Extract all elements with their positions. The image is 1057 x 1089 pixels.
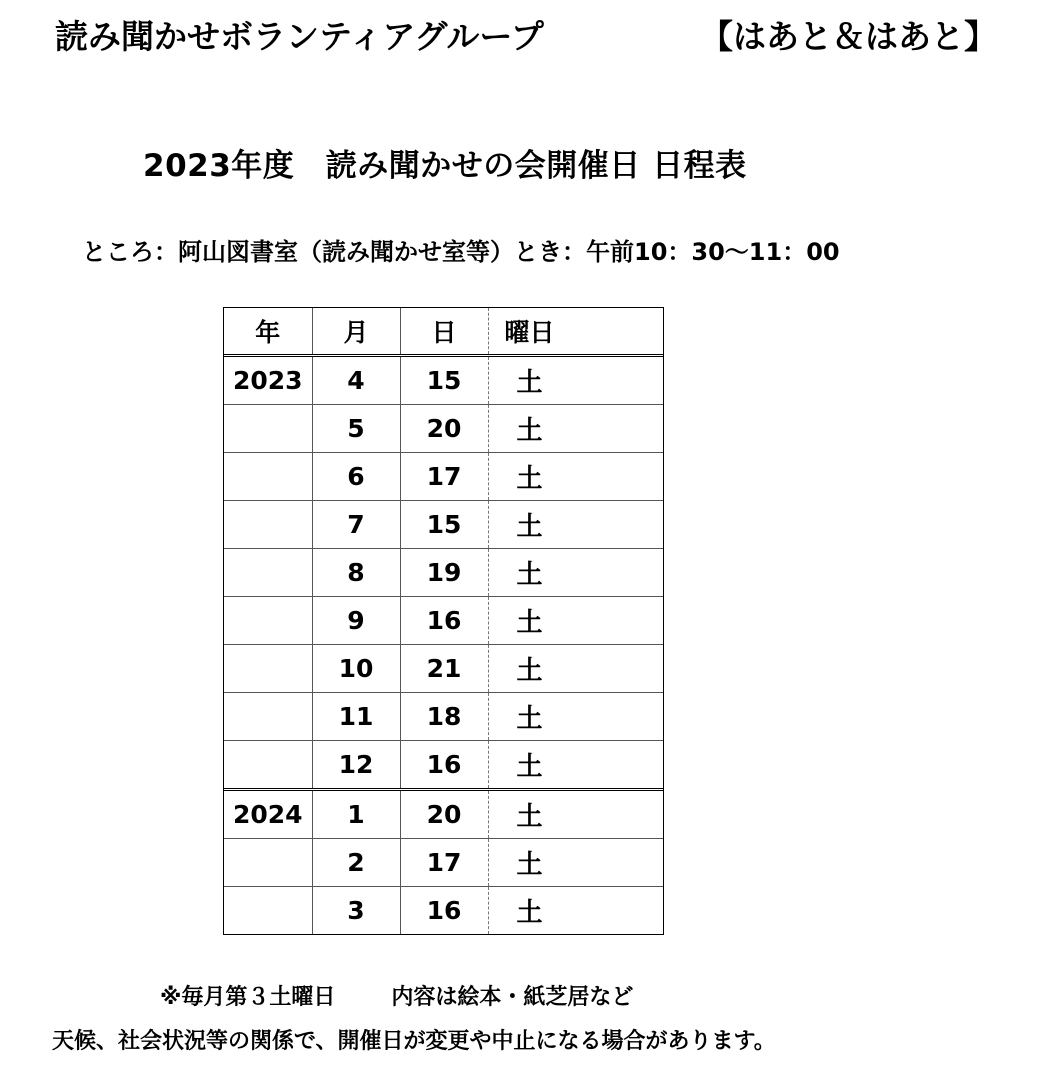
cell-weekday: 土 xyxy=(488,405,663,453)
cell-year: 2024 xyxy=(224,790,312,839)
header-month: 月 xyxy=(312,308,400,356)
cell-year xyxy=(224,839,312,887)
cell-day: 17 xyxy=(400,453,488,501)
cell-month: 9 xyxy=(312,597,400,645)
disclaimer-note: 天候、社会状況等の関係で、開催日が変更や中止になる場合があります。 xyxy=(52,1029,776,1054)
table-row xyxy=(224,645,663,693)
cell-month: 4 xyxy=(312,356,400,405)
header-day: 日 xyxy=(400,308,488,356)
table-row xyxy=(224,839,663,887)
cell-day: 18 xyxy=(400,693,488,741)
cell-month: 7 xyxy=(312,501,400,549)
cell-year xyxy=(224,693,312,741)
monthly-note xyxy=(160,980,633,1011)
cell-day: 15 xyxy=(400,501,488,549)
cell-weekday: 土 xyxy=(488,741,663,790)
cell-weekday: 土 xyxy=(488,839,663,887)
table-row xyxy=(224,887,663,935)
header-weekday: 曜日 xyxy=(488,308,663,356)
cell-day: 17 xyxy=(400,839,488,887)
schedule-title: 2023年度 読み聞かせの会開催日 日程表 xyxy=(143,148,747,184)
cell-day: 16 xyxy=(400,741,488,790)
group-bracket-name: 【はあと＆はあと】 xyxy=(700,16,997,56)
monthly-schedule-note: ※毎月第３土曜日 xyxy=(160,985,336,1010)
cell-weekday: 土 xyxy=(488,453,663,501)
table-row xyxy=(224,790,663,839)
group-name: 読み聞かせボランティアグループ xyxy=(55,16,544,56)
cell-weekday: 土 xyxy=(488,597,663,645)
cell-month: 11 xyxy=(312,693,400,741)
table-row xyxy=(224,693,663,741)
cell-year xyxy=(224,597,312,645)
cell-year xyxy=(224,405,312,453)
cell-day: 20 xyxy=(400,790,488,839)
table-row xyxy=(224,405,663,453)
cell-month: 3 xyxy=(312,887,400,935)
cell-month: 12 xyxy=(312,741,400,790)
cell-year xyxy=(224,549,312,597)
cell-day: 16 xyxy=(400,887,488,935)
cell-month: 10 xyxy=(312,645,400,693)
cell-month: 2 xyxy=(312,839,400,887)
schedule-table xyxy=(223,307,664,935)
table-row xyxy=(224,549,663,597)
cell-day: 15 xyxy=(400,356,488,405)
cell-day: 21 xyxy=(400,645,488,693)
table-row xyxy=(224,741,663,790)
cell-year xyxy=(224,645,312,693)
cell-year xyxy=(224,501,312,549)
cell-year: 2023 xyxy=(224,356,312,405)
table-row xyxy=(224,356,663,405)
cell-year xyxy=(224,453,312,501)
cell-month: 8 xyxy=(312,549,400,597)
cell-month: 1 xyxy=(312,790,400,839)
table-row xyxy=(224,453,663,501)
cell-year xyxy=(224,741,312,790)
cell-weekday: 土 xyxy=(488,693,663,741)
cell-month: 5 xyxy=(312,405,400,453)
cell-month: 6 xyxy=(312,453,400,501)
group-header xyxy=(55,12,997,56)
table-header-row xyxy=(224,308,663,356)
cell-day: 20 xyxy=(400,405,488,453)
header-year: 年 xyxy=(224,308,312,356)
table-row xyxy=(224,597,663,645)
cell-weekday: 土 xyxy=(488,356,663,405)
cell-weekday: 土 xyxy=(488,790,663,839)
cell-weekday: 土 xyxy=(488,501,663,549)
cell-day: 16 xyxy=(400,597,488,645)
cell-year xyxy=(224,887,312,935)
cell-weekday: 土 xyxy=(488,645,663,693)
place-time-line: ところ：阿山図書室（読み聞かせ室等）とき：午前10：30～11：00 xyxy=(82,238,840,266)
cell-weekday: 土 xyxy=(488,887,663,935)
content-note: 内容は絵本・紙芝居など xyxy=(391,985,634,1010)
cell-weekday: 土 xyxy=(488,549,663,597)
cell-day: 19 xyxy=(400,549,488,597)
table-row xyxy=(224,501,663,549)
